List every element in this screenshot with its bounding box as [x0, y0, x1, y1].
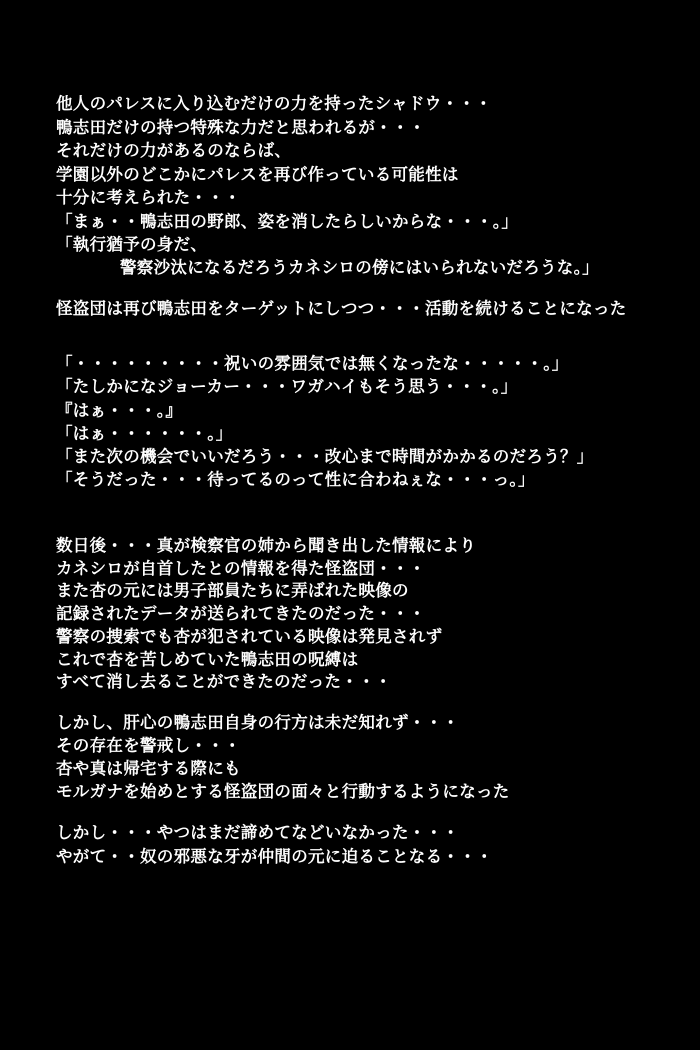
narration-line: その存在を警戒し・・・ [56, 736, 241, 755]
narration-line: 杏や真は帰宅する際にも [56, 759, 241, 778]
dialogue-line: 「まぁ・・鴨志田の野郎、姿を消したらしいからな・・・。」 [56, 212, 519, 231]
narration-line: 鴨志田だけの持つ特殊な力だと思われるが・・・ [56, 118, 426, 137]
dialogue-line: 「・・・・・・・・・祝いの雰囲気では無くなったな・・・・・。」 [56, 354, 569, 373]
narration-line: しかし・・・やつはまだ諦めてなどいなかった・・・ [56, 823, 460, 842]
narration-line: 記録されたデータが送られてきたのだった・・・ [56, 604, 426, 623]
dialogue-line: 「また次の機会でいいだろう・・・改心まで時間がかかるのだろう？」 [56, 447, 594, 466]
dialogue-line: 「そうだった・・・待ってるのって性に合わねぇな・・・っ。」 [56, 470, 535, 489]
narration-line: 十分に考えられた・・・ [56, 188, 241, 207]
narration-line: すべて消し去ることができたのだった・・・ [56, 672, 392, 691]
dialogue-line: 警察沙汰になるだろうカネシロの傍にはいられないだろうな。」 [120, 258, 599, 277]
narration-line: 警察の捜索でも杏が犯されている映像は発見されず [56, 627, 443, 646]
narration-line: それだけの力があるのならば、 [56, 141, 292, 160]
narration-line: カネシロが自首したとの情報を得た怪盗団・・・ [56, 559, 426, 578]
narration-line: モルガナを始めとする怪盗団の面々と行動するようになった [56, 782, 510, 801]
dialogue-line: 『はぁ・・・。』 [56, 401, 183, 420]
narration-line: また杏の元には男子部員たちに弄ばれた映像の [56, 581, 409, 600]
narration-line: やがて・・奴の邪悪な牙が仲間の元に迫ることなる・・・ [56, 847, 493, 866]
dialogue-line: 「執行猶予の身だ、 [56, 235, 208, 254]
narration-line: これで杏を苦しめていた鴨志田の呪縛は [56, 650, 359, 669]
narration-line: 数日後・・・真が検察官の姉から聞き出した情報により [56, 536, 476, 555]
narration-line: 学園以外のどこかにパレスを再び作っている可能性は [56, 165, 459, 184]
narration-line: 他人のパレスに入り込むだけの力を持ったシャドウ・・・ [56, 94, 492, 113]
dialogue-line: 「たしかになジョーカー・・・ワガハイもそう思う・・・。」 [56, 377, 518, 396]
narration-line: 怪盗団は再び鴨志田をターゲットにしつつ・・・活動を続けることになった [56, 299, 627, 318]
narration-line: しかし、肝心の鴨志田自身の行方は未だ知れず・・・ [56, 713, 460, 732]
dialogue-line: 「はぁ・・・・・・。」 [56, 424, 233, 443]
